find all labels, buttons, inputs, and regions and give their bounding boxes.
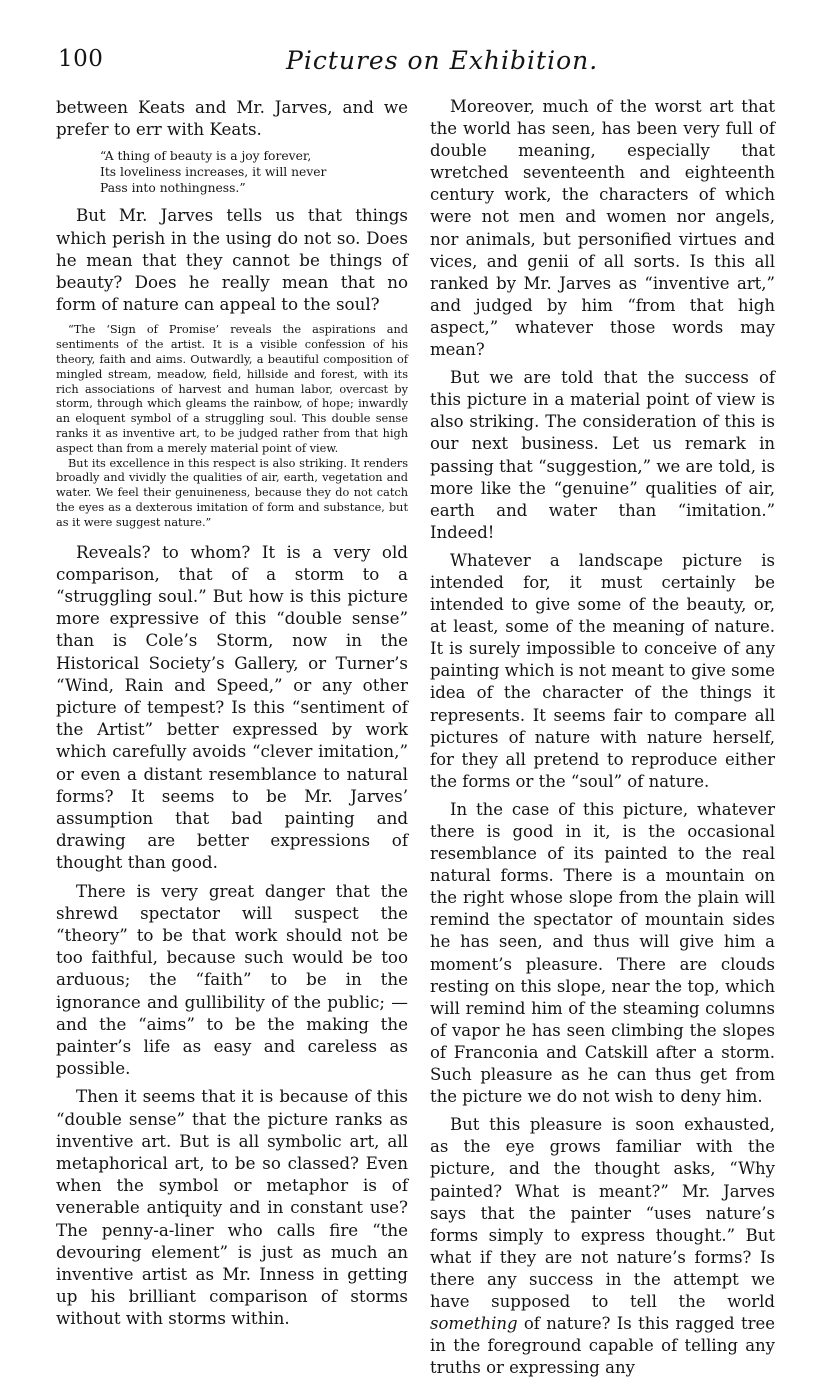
running-title: Pictures on Exhibition. <box>286 46 599 75</box>
paragraph: Whatever a landscape picture is intended for, it must certainly be intended to give some of the beauty, or, at least, some of the meaning of nature. It is surely impossible to conceive of any painting which is not meant to give some idea of the character of the things it represents. It seems fair to compare all pictures of nature with nature herself, for they all pretend to reproduce either the forms or the “soul” of nature. <box>430 550 775 791</box>
paragraph: There is very great danger that the shrewd spectator will suspect the “theory” to be that work should not be too faithful, because such would be too arduous; the “faith” to be in the ignorance and gullibility of the public; —and the “aims” to be the making the painter’s life as easy and careless as possible. <box>56 880 408 1079</box>
verse-line: Pass into nothingness.” <box>100 181 246 196</box>
paragraph <box>430 1114 775 1379</box>
paragraph: In the case of this picture, whatever there is good in it, is the occasional resemblance of its painted to the real natural forms. There is a mountain on the right whose slope from the plain will remind the spectator of mountain sides he has seen, and thus will give him a moment’s pleasure. There are clouds resting on this slope, near the top, which will remind him of the steaming columns of vapor he has seen climbing the slopes of Franconia and Catskill after a storm. Such pleasure as he can thus get from the picture we do not wish to deny him. <box>430 799 775 1107</box>
text-run: But this pleasure is soon exhausted, as the eye grows familiar with the picture, and the thought asks, “Why painted? What is meant?” Mr. Jarves says that the painter “uses nature’s forms simply to express thought.” But what if they are not nature’s forms? Is there any success in the attempt we have supposed to tell the world <box>430 1115 775 1311</box>
paragraph: between Keats and Mr. Jarves, and we prefer to err with Keats. <box>56 97 408 140</box>
emphasis: something <box>430 1314 518 1334</box>
left-column <box>56 96 408 1336</box>
paragraph: But we are told that the success of this picture in a material point of view is also striking. The consideration of this is our next business. Let us remark in passing that “suggestion,” we are told, is more like the “genuine” qualities of air, earth and water than “imitation.” Indeed! <box>430 368 775 542</box>
block-quotation <box>56 323 408 530</box>
paragraph: Then it seems that it is because of this “double sense” that the picture ranks as inventive art. But is all symbolic art, all metaphorical art, to be so classed? Even when the symbol or metaphor is of venerable antiquity and in constant use? The penny-a-liner who calls fire “the devouring element” is just as much an inventive artist as Mr. Inness in getting up his brilliant comparison of storms without with storms within. <box>56 1086 408 1329</box>
quote-paragraph: “The ‘Sign of Promise’ reveals the aspirations and sentiments of the artist. It is a visible confession of his theory, faith and aims. Outwardly, a beautiful composition of mingled stream, meadow, field, hillside and forest, with its rich associations of harvest and human labor, overcast by storm, through which gleams the rainbow, of hope; inwardly an eloquent symbol of a struggling soul. This double sense ranks it as inventive art, to be judged rather from that high aspect than from a merely material point of view. <box>56 323 408 455</box>
quote-paragraph: But its excellence in this respect is also striking. It renders broadly and vividly the qualities of air, earth, vegetation and water. We feel their genuineness, because they do not catch the eyes as a dexterous imitation of form and substance, but as it were suggest nature.” <box>56 456 408 529</box>
paragraph: But Mr. Jarves tells us that things which perish in the using do not so. Does he mean that they cannot be things of beauty? Does he really mean that no form of nature can appeal to the soul? <box>56 205 408 315</box>
page-number: 100 <box>58 46 104 72</box>
verse-line: “A thing of beauty is a joy forever, <box>100 149 312 164</box>
right-column <box>430 96 775 1385</box>
paragraph: Moreover, much of the worst art that the world has seen, has been very full of double meaning, especially that wretched seventeenth and eighteenth century work, the characters of which were not men and women nor angels, nor animals, but personified virtues and vices, and genii of all sorts. Is this all ranked by Mr. Jarves as “inventive art,” and judged by him “from that high aspect,” whatever those words may mean? <box>430 97 775 360</box>
verse-quotation <box>100 148 408 196</box>
text-run: of nature? Is this ragged tree in the foreground capable of telling any truths or expressing any <box>430 1314 775 1378</box>
paragraph: Reveals? to whom? It is a very old comparison, that of a storm to a “struggling soul.” But how is this picture more expressive of this “double sense” than is Cole’s Storm, now in the Historical Society’s Gallery, or Turner’s “Wind, Rain and Speed,” or any other picture of tempest? Is this “sentiment of the Artist” better expressed by work which carefully avoids “clever imitation,” or even a distant resemblance to natural forms? It seems to be Mr. Jarves’ assumption that bad painting and drawing are better expressions of thought than good. <box>56 541 408 873</box>
verse-line: Its loveliness increases, it will never <box>100 165 327 180</box>
